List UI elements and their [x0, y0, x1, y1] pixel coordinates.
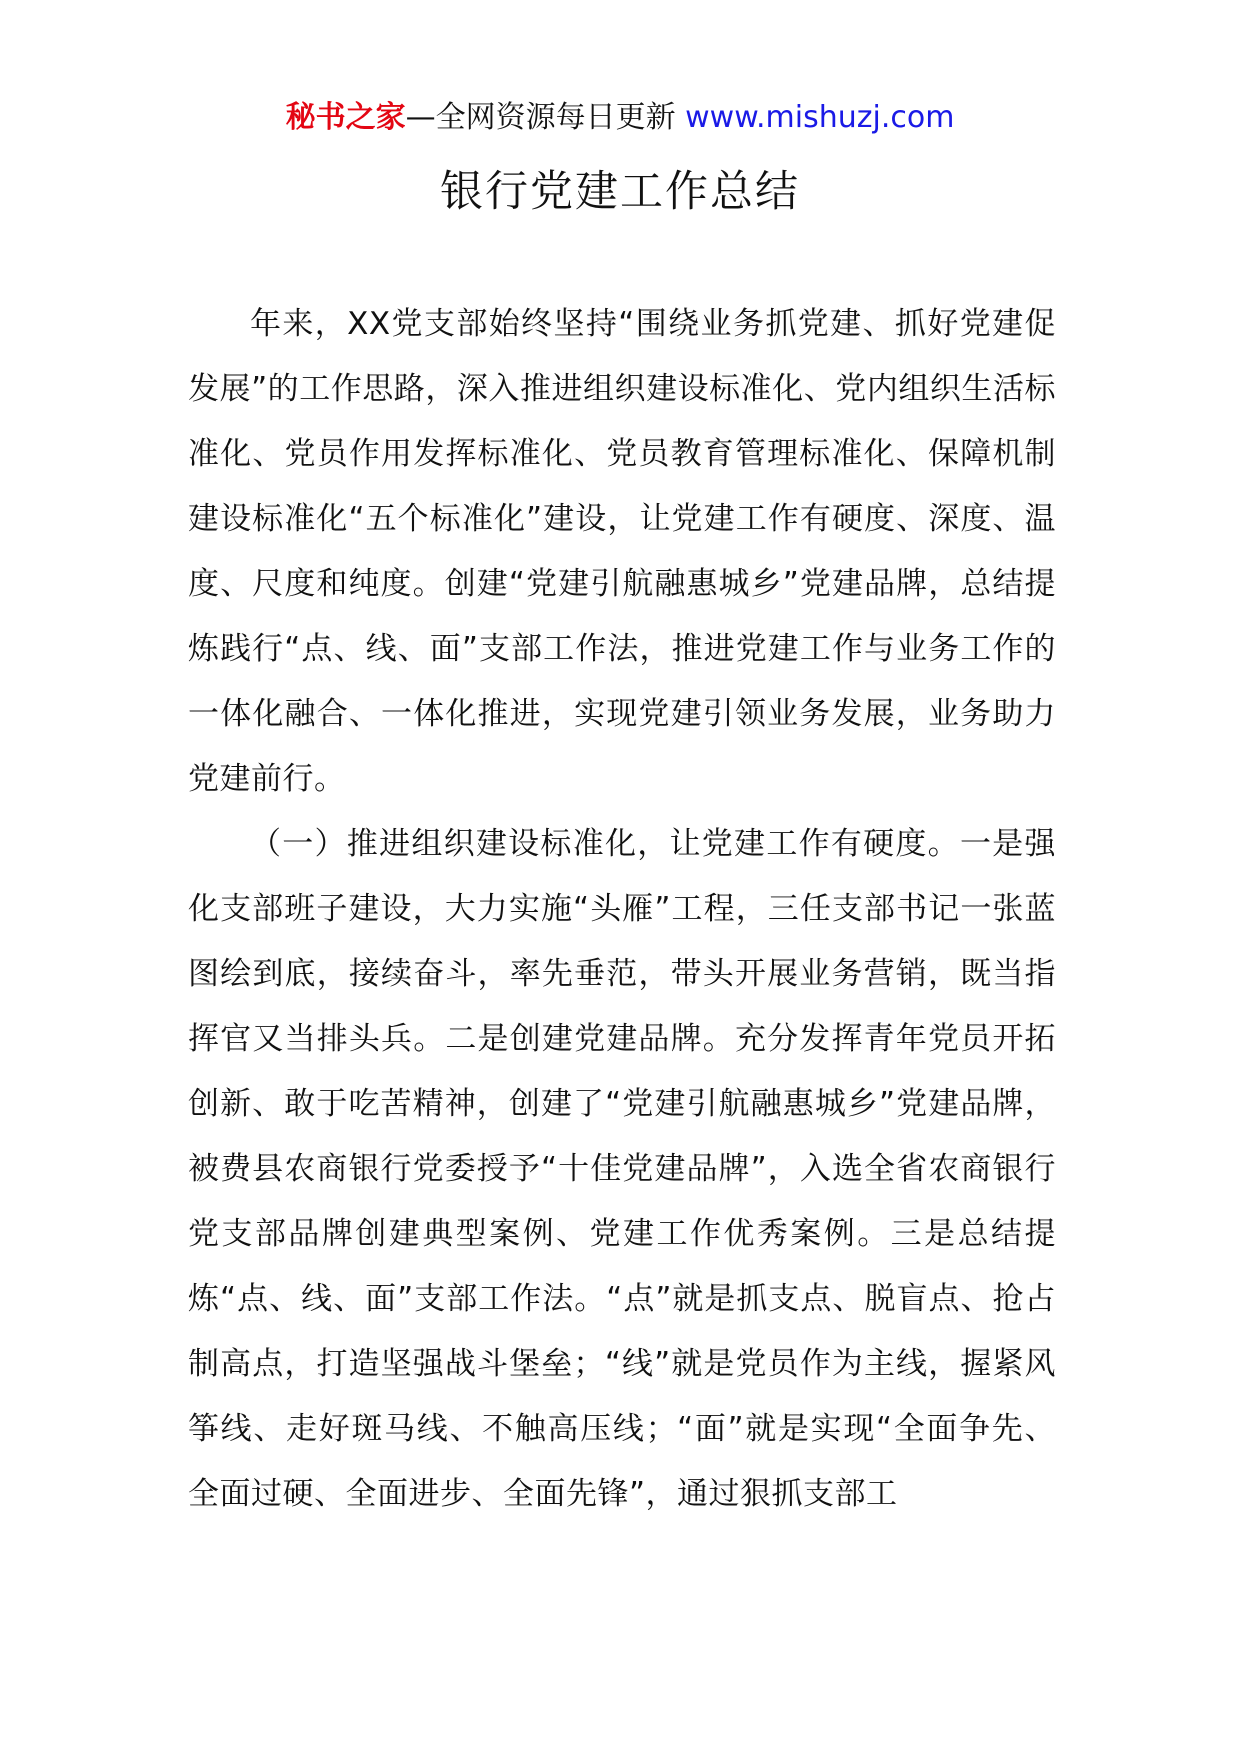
brand-name: 秘书之家: [285, 100, 406, 135]
banner-tagline: —全网资源每日更新: [405, 100, 676, 135]
document-body: [188, 292, 1056, 1527]
paragraph-section-1: （一）推进组织建设标准化，让党建工作有硬度。一是强化支部班子建设，大力实施“头雁”工程，三任支部书记一张蓝图绘到底，接续奋斗，率先垂范，带头开展业务营销，既当指挥官又当排头兵。二是创建党建品牌。充分发挥青年党员开拓创新、敢于吃苦精神，创建了“党建引航融惠城乡”党建品牌，被费县农商银行党委授予“十佳党建品牌”，入选全省农商银行党支部品牌创建典型案例、党建工作优秀案例。三是总结提炼“点、线、面”支部工作法。“点”就是抓支点、脱盲点、抢占制高点，打造坚强战斗堡垒；“线”就是党员作为主线，握紧风筝线、走好斑马线、不触高压线；“面”就是实现“全面争先、全面过硬、全面进步、全面先锋”，通过狠抓支部工: [188, 826, 1056, 1512]
paragraph-intro: 年来，XX党支部始终坚持“围绕业务抓党建、抓好党建促发展”的工作思路，深入推进组织建设标准化、党内组织生活标准化、党员作用发挥标准化、党员教育管理标准化、保障机制建设标准化“五个标准化”建设，让党建工作有硬度、深度、温度、尺度和纯度。创建“党建引航融惠城乡”党建品牌，总结提炼践行“点、线、面”支部工作法，推进党建工作与业务工作的一体化融合、一体化推进，实现党建引领业务发展，业务助力党建前行。: [188, 306, 1056, 797]
site-url-link[interactable]: www.mishuzj.com: [685, 100, 955, 135]
site-banner: [0, 98, 1240, 138]
document-title: 银行党建工作总结: [440, 167, 800, 217]
